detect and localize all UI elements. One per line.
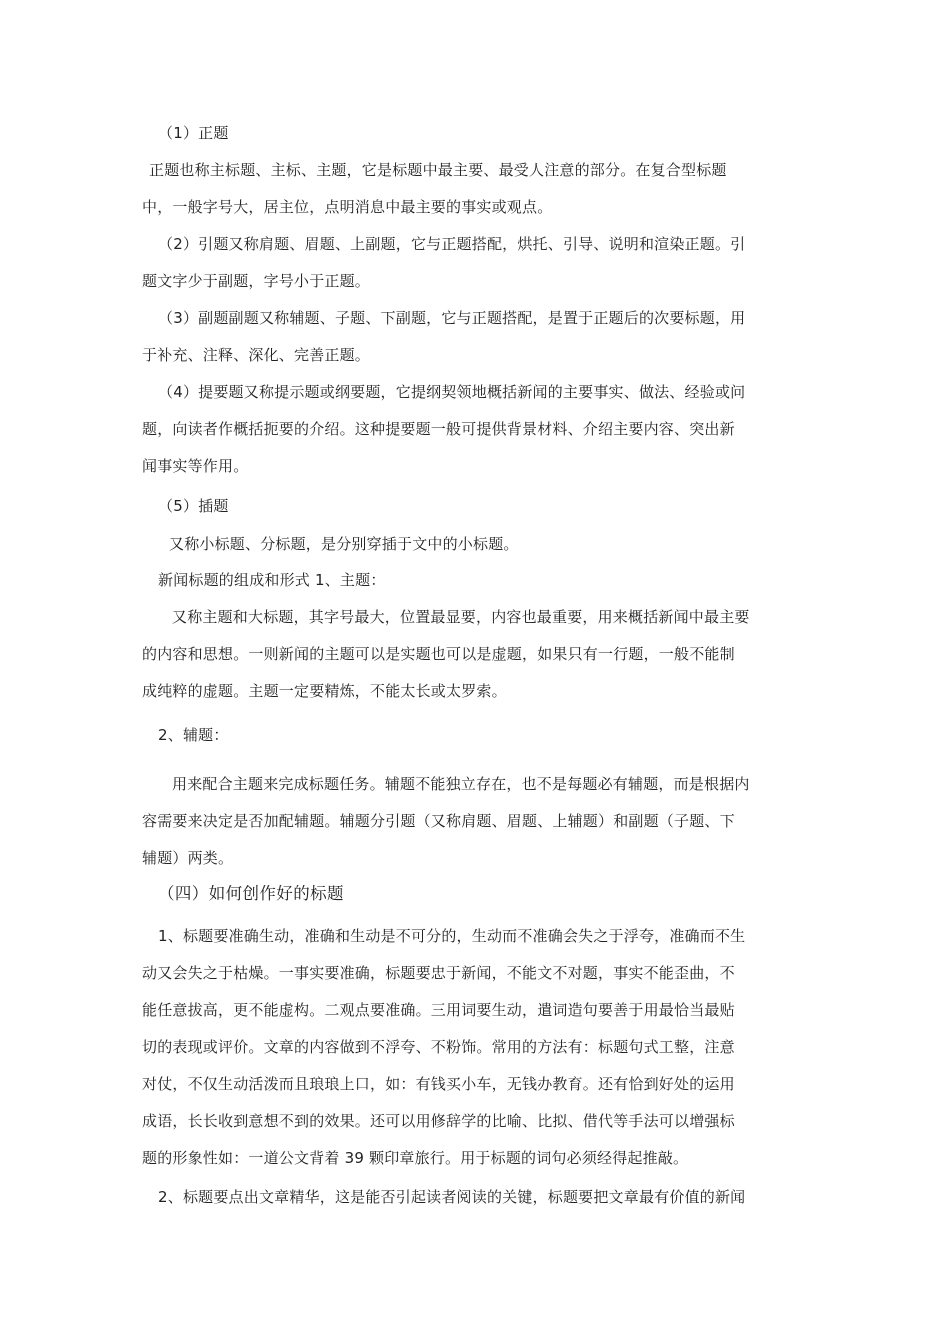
paragraph-line: 题，向读者作概括扼要的介绍。这种提要题一般可提供背景材料、介绍主要内容、突出新 [142,420,735,438]
paragraph-line: 辅题）两类。 [142,849,234,867]
paragraph-line: 切的表现或评价。文章的内容做到不浮夸、不粉饰。常用的方法有：标题句式工整，注意 [142,1038,735,1056]
paragraph-line: 于补充、注释、深化、完善正题。 [142,346,371,364]
paragraph-line: 又称主题和大标题，其字号最大，位置最显要，内容也最重要，用来概括新闻中最主要 [172,608,750,626]
paragraph-line: （3）副题副题又称辅题、子题、下副题，它与正题搭配，是置于正题后的次要标题，用 [158,309,746,327]
paragraph-line: 容需要来决定是否加配辅题。辅题分引题（又称肩题、眉题、上辅题）和副题（子题、下 [142,812,735,830]
paragraph-line: 动又会失之于枯燥。一事实要准确，标题要忠于新闻，不能文不对题，事实不能歪曲，不 [142,964,735,982]
paragraph-line: 题的形象性如：一道公文背着 39 颗印章旅行。用于标题的词句必须经得起推敲。 [142,1149,689,1167]
paragraph-line: 对仗，不仅生动活泼而且琅琅上口，如：有钱买小车，无钱办教育。还有恰到好处的运用 [142,1075,735,1093]
paragraph-line: 的内容和思想。一则新闻的主题可以是实题也可以是虚题，如果只有一行题，一般不能制 [142,645,735,663]
paragraph-line: （4）提要题又称提示题或纲要题，它提纲契领地概括新闻的主要事实、做法、经验或问 [158,383,746,401]
paragraph-line: 能任意拔高，更不能虚构。二观点要准确。三用词要生动，遣词造句要善于用最恰当最贴 [142,1001,735,1019]
paragraph-line: 正题也称主标题、主标、主题，它是标题中最主要、最受人注意的部分。在复合型标题 [149,161,727,179]
paragraph-line: 成纯粹的虚题。主题一定要精炼，不能太长或太罗索。 [142,682,507,700]
paragraph-line: 中，一般字号大，居主位，点明消息中最主要的事实或观点。 [142,198,553,216]
paragraph-line: 又称小标题、分标题，是分别穿插于文中的小标题。 [169,535,519,553]
paragraph-line: 成语，长长收到意想不到的效果。还可以用修辞学的比喻、比拟、借代等手法可以增强标 [142,1112,735,1130]
subheading-zhengti: （1）正题 [158,124,229,142]
paragraph-line: 1、标题要准确生动，准确和生动是不可分的，生动而不准确会失之于浮夸，准确而不生 [158,927,746,945]
paragraph-line: 用来配合主题来完成标题任务。辅题不能独立存在，也不是每题必有辅题，而是根据内 [172,775,750,793]
paragraph-line: （2）引题又称肩题、眉题、上副题，它与正题搭配，烘托、引导、说明和渲染正题。引 [158,235,746,253]
subheading-futi: 2、辅题： [158,726,229,744]
section-heading: （四）如何创作好的标题 [158,884,344,903]
paragraph-line: 闻事实等作用。 [142,457,249,475]
paragraph-line: 题文字少于副题，字号小于正题。 [142,272,371,290]
paragraph-line: 新闻标题的组成和形式 1、主题： [158,571,386,589]
subheading-chati: （5）插题 [158,497,229,515]
paragraph-line: 2、标题要点出文章精华，这是能否引起读者阅读的关键，标题要把文章最有价值的新闻 [158,1188,746,1206]
